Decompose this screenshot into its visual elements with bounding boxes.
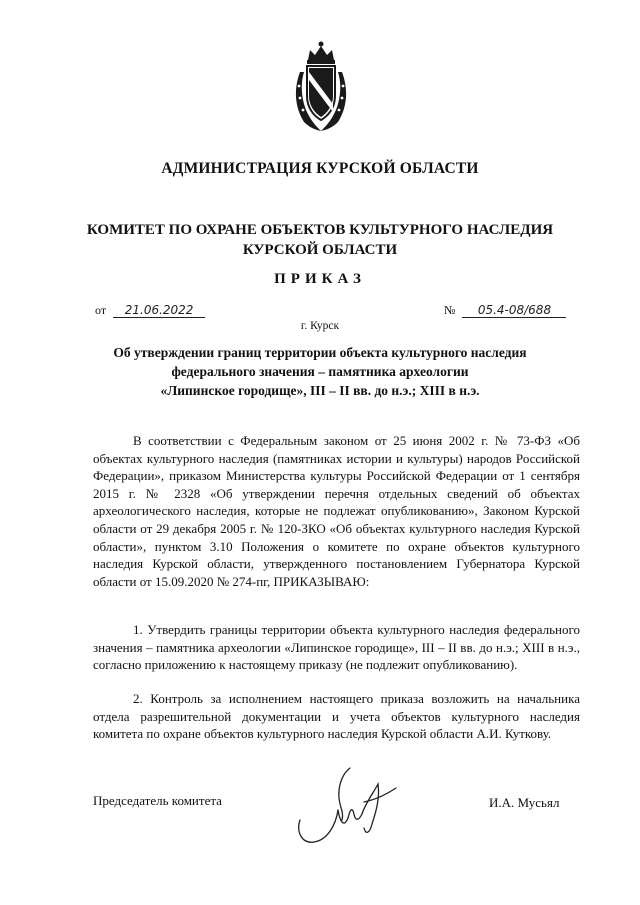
city-name: г. Курск (300, 320, 340, 332)
committee-title-line: КОМИТЕТ ПО ОХРАНЕ ОБЪЕКТОВ КУЛЬТУРНОГО НАСЛЕДИЯ (86, 222, 554, 238)
subject-line: Об утверждении границ территории объекта культурного наследия (113, 345, 527, 360)
subject-line: федерального значения – памятника археологии (171, 364, 469, 379)
preamble-paragraph (93, 432, 580, 590)
handwritten-date: 21.06.2022 (113, 304, 205, 318)
committee-title (0, 220, 640, 260)
handwritten-number: 05.4-08/688 (462, 304, 566, 318)
document-type: ПРИКАЗ (274, 271, 366, 287)
signer-name: И.А. Мусьял (489, 795, 560, 810)
handwritten-signature (292, 762, 404, 850)
order-number (444, 303, 566, 318)
committee-title-line: КУРСКОЙ ОБЛАСТИ (242, 242, 398, 258)
order-date (95, 303, 205, 318)
paragraph-text: 1. Утвердить границы территории объекта культурного наследия федерального значения – памятника археологии «Липинское городище», III – II вв. до н.э.; XIII в н.э., согласно приложению к настоящему приказу (не подлежит опубликованию). (93, 622, 580, 673)
org-title: АДМИНИСТРАЦИЯ КУРСКОЙ ОБЛАСТИ (161, 160, 479, 177)
order-item-1 (93, 621, 580, 674)
paragraph-text: В соответствии с Федеральным законом от 25 июня 2002 г. № 73-ФЗ «Об объектах культурного наследия (памятниках истории и культуры) народов Российской Федерации», приказом Министерства культуры Российской Федерации от 1 сентября 2015 г. № 2328 «Об утверждении перечня отдельных сведений об объектах археологического наследия, которые не подлежат опубликованию», Законом Курской области от 29 декабря 2005 г. № 120-ЗКО «Об объектах культурного наследия Курской области», пунктом 3.10 Положения о комитете по охране объектов культурного наследия Курской области, утвержденного постановлением Губернатора Курской области от 15.09.2020 № 274-пг, ПРИКАЗЫВАЮ: (93, 433, 580, 589)
signer-position: Председатель комитета (93, 793, 222, 808)
number-prefix: № (444, 303, 456, 317)
paragraph-text: 2. Контроль за исполнением настоящего приказа возложить на начальника отдела разрешительной документации и учета объектов культурного наследия комитета по охране объектов культурного наследия Курской области А.И. Куткову. (93, 691, 580, 742)
order-subject (60, 343, 580, 400)
date-prefix: от (95, 303, 107, 317)
order-item-2 (93, 690, 580, 743)
coat-of-arms-icon (290, 38, 352, 134)
subject-line: «Липинское городище», III – II вв. до н.э.; XIII в н.э. (160, 383, 480, 398)
